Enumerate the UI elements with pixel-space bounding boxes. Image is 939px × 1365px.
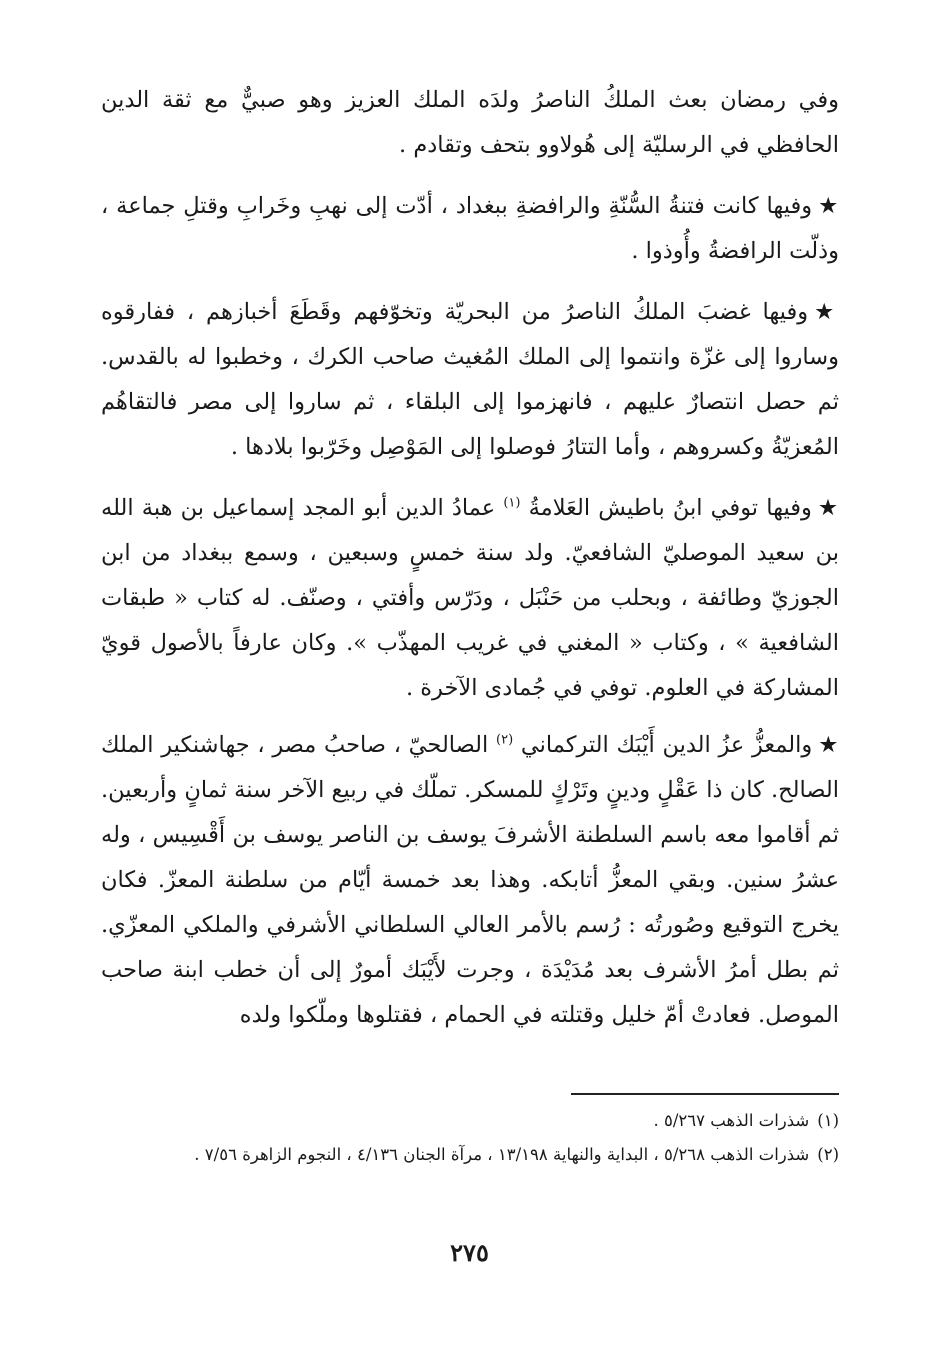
star-bullet-icon: ★	[818, 193, 839, 219]
star-bullet-icon: ★	[814, 299, 840, 325]
paragraph-baghdad-strife-text: وفيها كانت فتنةُ السُّنّةِ والرافضةِ ببغداد ، أدّت إلى نهبِ وخَرابِ وقتلِ جماعة ، وذلّت الرافضةُ وأُوذوا .	[101, 193, 839, 264]
paragraph-al-muizz-aybak	[101, 723, 839, 1038]
footnote-number: (٢)	[817, 1145, 839, 1164]
paragraph-bahriyya	[101, 290, 839, 470]
paragraph-ramadan	[101, 78, 839, 168]
paragraph-ibn-batish	[101, 486, 839, 711]
paragraph-bahriyya-text: وفيها غضبَ الملكُ الناصرُ من البحريّة وتخوّفهم وقَطَعَ أخبازهم ، ففارقوه وساروا إلى غزّة وانتموا إلى الملك المُغيث صاحب الكرك ، وخطبوا له بالقدس. ثم حصل انتصارٌ عليهم ، فانهزموا إلى البلقاء ، ثم ساروا إلى مصر فالتقاهُم المُعزيّةُ وكسروهم ، وأما التتارُ فوصلوا إلى المَوْصِل وخَرّبوا بلادها .	[101, 299, 839, 460]
main-text	[101, 78, 839, 1038]
paragraph-ramadan-text: وفي رمضان بعث الملكُ الناصرُ ولدَه الملك العزيز وهو صبيٌّ مع ثقة الدين الحافظي في الرسليّة إلى هُولاوو بتحف وتقادم .	[101, 87, 839, 158]
footnote-1	[101, 1106, 839, 1136]
footnote-text: شذرات الذهب ٥/٢٦٧ .	[653, 1111, 810, 1130]
footnotes	[101, 1106, 839, 1174]
footnote-reference-2: (٢)	[496, 732, 514, 748]
page-number: ٢٧٥	[450, 1238, 489, 1267]
paragraph-baghdad-strife	[101, 184, 839, 274]
footnote-number: (١)	[817, 1111, 839, 1130]
star-bullet-icon: ★	[817, 495, 840, 521]
footnote-reference-1: (١)	[503, 495, 521, 511]
footnote-2	[101, 1140, 839, 1170]
paragraph-ibn-batish-text-start: وفيها توفي ابنُ باطيش العَلامةُ	[528, 495, 812, 521]
paragraph-ibn-batish-text-end: عمادُ الدين أبو المجد إسماعيل بن هبة الله بن سعيد الموصليّ الشافعيّ. ولد سنة خمسٍ وسبعين ، وسمع ببغداد من ابن الجوزيّ وطائفة ، وبحلب من حَنْبَل ، ودَرّس وأفتي ، وصنّف. له كتاب « طبقات الشافعية » ، وكتاب « المغني في غريب المهذّب ». وكان عارفاً بالأصول قويّ المشاركة في العلوم. توفي في جُمادى الآخرة .	[101, 495, 839, 701]
star-bullet-icon: ★	[818, 732, 840, 758]
footnote-text: شذرات الذهب ٥/٢٦٨ ، البداية والنهاية ١٣/١٩٨ ، مرآة الجنان ٤/١٣٦ ، النجوم الزاهرة ٧/٥٦ .	[194, 1145, 810, 1164]
footnote-separator	[571, 1093, 839, 1095]
paragraph-al-muizz-text-start: والمعزُّ عزُ الدين أَيْبَك التركماني	[520, 732, 813, 758]
paragraph-al-muizz-text-end: الصالحيّ ، صاحبُ مصر ، جهاشنكير الملك الصالح. كان ذا عَقْلٍ ودينٍ وتَرْكٍ للمسكر. تملّك في ربيع الآخر سنة ثمانٍ وأربعين. ثم أقاموا معه باسم السلطنة الأشرفَ يوسف بن الناصر يوسف بن أَقْسِيس ، وله عشرُ سنين. وبقي المعزُّ أتابكه. وهذا بعد خمسة أيّام من سلطنة المعزّ. فكان يخرج التوقيع وصُورتُه : رُسم بالأمر العالي السلطاني الأشرفي والملكي المعزّي. ثم بطل أمرُ الأشرف بعد مُدَيْدَة ، وجرت لأَيْبَك أمورٌ إلى أن خطب ابنة صاحب الموصل. فعادتْ أمّ خليل وقتلته في الحمام ، فقتلوها وملّكوا ولده	[101, 732, 839, 1028]
